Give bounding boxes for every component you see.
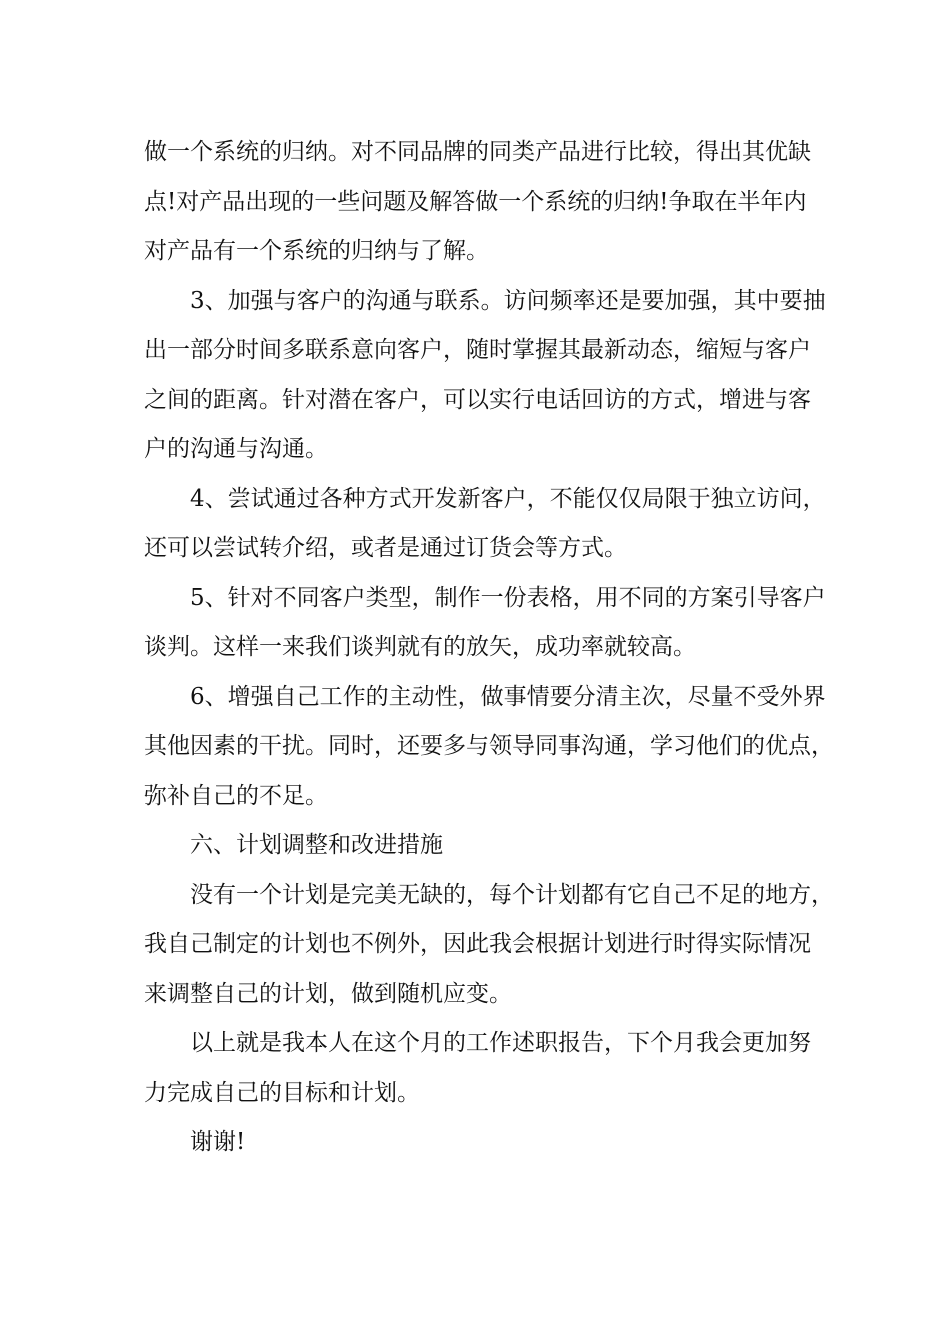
paragraph-item-4 xyxy=(144,475,824,574)
text-line: 5、针对不同客户类型，制作一份表格，用不同的方案引导客户 xyxy=(190,584,826,611)
text-line: 力完成自己的目标和计划。 xyxy=(144,1079,420,1106)
paragraph-item-6 xyxy=(144,673,834,822)
text-line: 来调整自己的计划，做到随机应变。 xyxy=(144,980,512,1007)
paragraph-thanks xyxy=(144,1118,824,1168)
text-line: 以上就是我本人在这个月的工作述职报告，下个月我会更加努 xyxy=(190,1030,811,1056)
text-line: 六、计划调整和改进措施 xyxy=(190,832,443,858)
paragraph-item-5 xyxy=(144,574,824,673)
text-line: 弥补自己的不足。 xyxy=(144,782,328,809)
paragraph-plan-adjustment xyxy=(144,871,834,1020)
section-heading-plan-adjustment xyxy=(144,821,824,871)
document-body xyxy=(144,128,834,1168)
text-line: 对产品有一个系统的归纳与了解。 xyxy=(144,238,489,264)
text-line: 4、尝试通过各种方式开发新客户，不能仅仅局限于独立访问， xyxy=(190,485,826,512)
text-line: 我自己制定的计划也不例外，因此我会根据计划进行时得实际情况 xyxy=(144,931,811,957)
text-line: 其他因素的干扰。同时，还要多与领导同事沟通，学习他们的优点， xyxy=(144,733,834,759)
text-line: 还可以尝试转介绍，或者是通过订货会等方式。 xyxy=(144,535,627,561)
text-line: 之间的距离。针对潜在客户，可以实行电话回访的方式，增进与客 xyxy=(144,386,811,413)
paragraph-item-3 xyxy=(144,277,824,475)
text-line: 谈判。这样一来我们谈判就有的放矢，成功率就较高。 xyxy=(144,634,696,660)
text-line: 谢谢! xyxy=(190,1129,246,1155)
text-line: 做一个系统的归纳。对不同品牌的同类产品进行比较，得出其优缺 xyxy=(144,139,811,165)
text-line: 出一部分时间多联系意向客户，随时掌握其最新动态，缩短与客户 xyxy=(144,337,811,363)
text-line: 3、加强与客户的沟通与联系。访问频率还是要加强，其中要抽 xyxy=(190,287,826,314)
paragraph-product-summary xyxy=(144,128,824,277)
text-line: 6、增强自己工作的主动性，做事情要分清主次，尽量不受外界 xyxy=(190,683,826,710)
text-line: 没有一个计划是完美无缺的，每个计划都有它自己不足的地方， xyxy=(190,881,834,908)
paragraph-conclusion xyxy=(144,1019,824,1118)
text-line: 户的沟通与沟通。 xyxy=(144,436,328,462)
text-line: 点!对产品出现的一些问题及解答做一个系统的归纳!争取在半年内 xyxy=(144,188,807,215)
